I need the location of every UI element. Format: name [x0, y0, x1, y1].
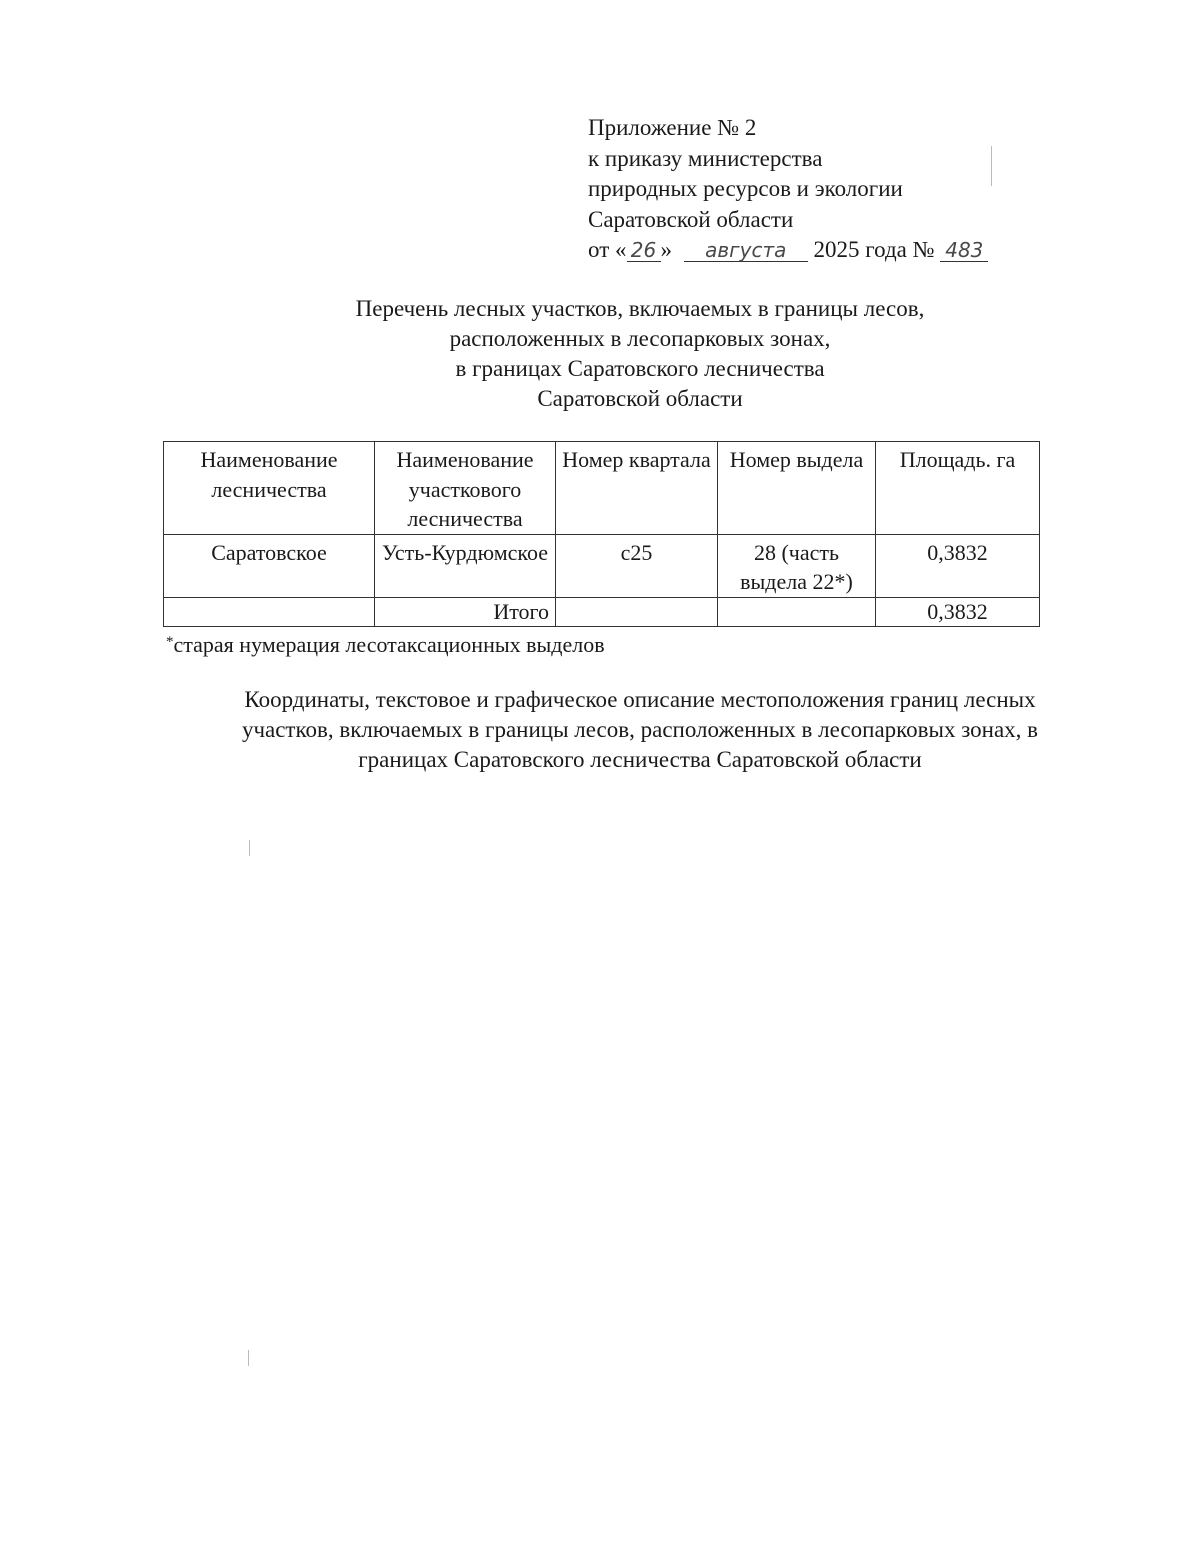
cell-section-number: 28 (часть выдела 22*) [718, 534, 876, 597]
annex-order-line: к приказу министерства [588, 145, 823, 171]
coordinates-title-line: Координаты, текстовое и графическое описание местоположения границ лесных [244, 687, 1036, 712]
cell-district-forestry: Усть-Курдюмское [375, 534, 556, 597]
annex-title: Приложение № 2 [588, 115, 757, 140]
coordinates-title-line: границах Саратовского лесничества Саратовской области [358, 747, 922, 772]
cell-total-empty [718, 597, 876, 626]
cell-total-value: 0,3832 [876, 597, 1040, 626]
footnote-text: старая нумерация лесотаксационных выделов [173, 632, 605, 657]
list-title-line: Перечень лесных участков, включаемых в границы лесов, [355, 296, 925, 321]
cell-area: 0,3832 [876, 534, 1040, 597]
date-close: » [660, 237, 672, 262]
header-district-forestry: Наименование участкового лесничества [375, 442, 556, 535]
annex-date-line [588, 235, 988, 266]
coordinates-title [180, 685, 1100, 775]
scan-artifact [248, 1350, 249, 1366]
year-text: 2025 года № [813, 237, 935, 262]
annex-ministry-line: природных ресурсов и экологии [588, 176, 903, 201]
handwritten-order-number: 483 [940, 239, 988, 262]
list-title-line: в границах Саратовского лесничества [455, 356, 825, 381]
date-prefix: от « [588, 237, 627, 262]
scan-artifact [991, 146, 992, 186]
list-title-line: Саратовской области [537, 386, 743, 411]
annex-header [588, 113, 988, 266]
list-title [160, 294, 1120, 414]
list-title-line: расположенных в лесопарковых зонах, [449, 326, 831, 351]
scan-artifact [249, 840, 250, 856]
annex-region-line: Саратовской области [588, 206, 794, 232]
cell-total-label: Итого [375, 597, 556, 626]
table-row [164, 534, 1040, 597]
table-header-row [164, 442, 1040, 535]
handwritten-day: 26 [627, 239, 661, 262]
header-quarter-number: Номер квартала [556, 442, 718, 535]
table-total-row [164, 597, 1040, 626]
handwritten-month: августа [684, 239, 808, 262]
coordinates-title-line: участков, включаемых в границы лесов, расположенных в лесопарковых зонах, в [241, 717, 1039, 742]
forest-plots-table [163, 441, 1040, 627]
footnote [166, 627, 605, 660]
header-section-number: Номер выдела [718, 442, 876, 535]
cell-total-empty [556, 597, 718, 626]
cell-forestry: Саратовское [164, 534, 375, 597]
header-area: Площадь. га [876, 442, 1040, 535]
cell-quarter-number: с25 [556, 534, 718, 597]
header-forestry: Наименование лесничества [164, 442, 375, 535]
footnote-mark: * [166, 634, 174, 650]
cell-total-empty [164, 597, 375, 626]
